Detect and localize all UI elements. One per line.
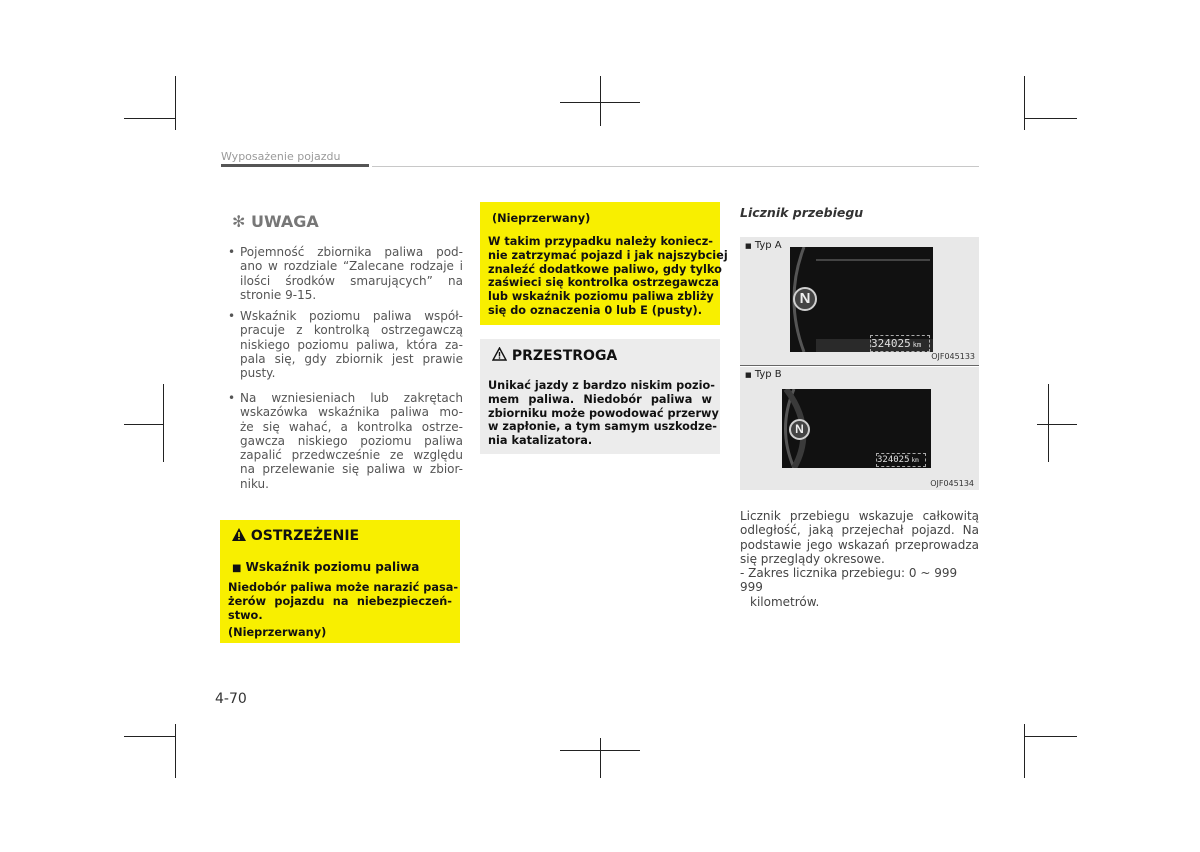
text-line: zaświeci się kontrolka ostrzegawcza bbox=[488, 276, 720, 290]
section-header: Wyposażenie pojazdu bbox=[221, 150, 341, 163]
figure-label bbox=[745, 369, 782, 380]
text-line: W takim przypadku należy koniecz- bbox=[488, 235, 713, 248]
caution-title-text: PRZESTROGA bbox=[511, 348, 618, 364]
text-line: nie zatrzymać pojazd i jak najszybciej bbox=[488, 248, 728, 262]
odometer-readout bbox=[870, 335, 930, 352]
uwaga-title-text: UWAGA bbox=[250, 212, 319, 231]
bullet-icon: • bbox=[228, 391, 236, 405]
header-rule-thick bbox=[221, 164, 369, 167]
continued-note: (Nieprzerwany) bbox=[228, 626, 327, 639]
odometer-readout bbox=[876, 453, 926, 467]
odometer-section-title: Licznik przebiegu bbox=[740, 205, 864, 220]
bullet-icon: • bbox=[228, 245, 236, 259]
caution-body bbox=[488, 379, 719, 448]
figure-label bbox=[745, 240, 782, 251]
text-line: niskiego poziomu paliwa, która za- bbox=[240, 337, 463, 352]
continued-body bbox=[488, 235, 728, 318]
page-number: 4-70 bbox=[215, 691, 247, 707]
text-line: Wskaźnik poziomu paliwa współ- bbox=[240, 309, 463, 323]
continued-warning-box bbox=[480, 202, 728, 325]
odometer-value: 324025 bbox=[871, 337, 911, 350]
text-line: Pojemność zbiornika paliwa pod- bbox=[240, 245, 463, 259]
header-rule-thin bbox=[372, 166, 979, 167]
list-item bbox=[740, 566, 979, 595]
text-line: Zakres licznika przebiegu: 0 ~ 999 999 bbox=[740, 566, 958, 595]
text-line: znaleźć dodatkowe paliwo, gdy tylko bbox=[488, 262, 722, 276]
text-line: pusty. bbox=[240, 366, 276, 381]
warning-heading bbox=[232, 528, 359, 544]
warning-triangle-icon bbox=[232, 528, 246, 541]
text-line: Licznik przebiegu wskazuje całkowitą bbox=[740, 509, 979, 523]
text-line: podstawie jego wskazań przeprowadza bbox=[740, 537, 979, 552]
text-line: niku. bbox=[240, 476, 269, 491]
odometer-value: 324025 bbox=[877, 455, 910, 465]
caution-box bbox=[480, 339, 720, 454]
square-bullet-icon: ■ bbox=[745, 242, 752, 250]
text-line: odległość, jaką przejechał pojazd. Na bbox=[740, 523, 979, 538]
text-line: pala się, gdy zbiornik jest prawie bbox=[240, 351, 463, 366]
figure-type-a bbox=[740, 237, 979, 365]
odometer-unit: km bbox=[912, 341, 922, 349]
text-line: kilometrów. bbox=[750, 594, 820, 609]
bullet-icon: • bbox=[228, 309, 236, 323]
text-line: Na wzniesieniach lub zakrętach bbox=[240, 391, 463, 405]
uwaga-heading bbox=[232, 212, 319, 231]
text-line: że się wahać, a kontrolka ostrze- bbox=[240, 419, 463, 434]
cluster-display bbox=[782, 389, 931, 468]
continued-heading: (Nieprzerwany) bbox=[492, 212, 591, 225]
odometer-unit: km bbox=[911, 457, 919, 464]
text-line: Niedobór paliwa może narazić pasa- bbox=[228, 581, 459, 594]
text-line: stronie 9-15. bbox=[240, 287, 317, 302]
text-line: ilości środków smarujących” na bbox=[240, 273, 463, 288]
text-line: się przeglądy okresowe. bbox=[740, 551, 885, 566]
odometer-description bbox=[740, 509, 979, 609]
figure-divider bbox=[740, 365, 979, 366]
text-line: mem paliwa. Niedobór paliwa w bbox=[488, 392, 712, 406]
text-line: stwo. bbox=[228, 608, 263, 622]
dash-bullet: - bbox=[740, 566, 745, 581]
warning-title-text: OSTRZEŻENIE bbox=[250, 528, 360, 544]
text-line: pracuje z kontrolką ostrzegawczą bbox=[240, 323, 463, 338]
figure-label-text: Typ B bbox=[754, 369, 782, 380]
text-line: lub wskaźnik poziomu paliwa zbliży bbox=[488, 290, 714, 304]
text-line: wskazówka wskaźnika paliwa mo- bbox=[240, 405, 463, 420]
text-line: zbiorniku może powodować przerwy bbox=[488, 406, 719, 420]
text-line: ano w rozdziale “Zalecane rodzaje i bbox=[240, 259, 463, 274]
text-line: się do oznaczenia 0 lub E (pusty). bbox=[488, 303, 702, 317]
text-line: zapalić przedwcześnie ze względu bbox=[240, 448, 463, 463]
text-line: gawcza niskiego poziomu paliwa bbox=[240, 433, 463, 448]
square-bullet-icon: ■ bbox=[745, 371, 752, 379]
figure-type-b bbox=[740, 367, 979, 490]
gear-neutral-icon: N bbox=[789, 419, 810, 440]
text-line: nia katalizatora. bbox=[488, 434, 593, 448]
text-line: w zapłonie, a tym samym uszkodze- bbox=[488, 420, 717, 434]
gear-neutral-icon: N bbox=[793, 287, 817, 311]
text-line: żerów pojazdu na niebezpieczeń- bbox=[228, 594, 452, 608]
square-bullet-icon: ■ bbox=[232, 563, 242, 574]
figure-code: OJF045133 bbox=[931, 352, 975, 361]
warning-body bbox=[228, 581, 459, 622]
figure-code: OJF045134 bbox=[930, 479, 974, 488]
warning-box bbox=[220, 520, 460, 643]
text-line: na przelewanie się paliwa w zbior- bbox=[240, 462, 463, 477]
warning-subtitle-text: Wskaźnik poziomu paliwa bbox=[245, 560, 420, 574]
caution-heading bbox=[492, 347, 617, 364]
caution-triangle-icon bbox=[492, 347, 507, 361]
warning-subheading bbox=[232, 560, 419, 574]
cluster-display bbox=[790, 247, 933, 352]
text-line: Unikać jazdy z bardzo niskim pozio- bbox=[488, 379, 715, 392]
asterisk-icon: ✻ bbox=[232, 212, 246, 231]
figure-label-text: Typ A bbox=[754, 240, 782, 251]
